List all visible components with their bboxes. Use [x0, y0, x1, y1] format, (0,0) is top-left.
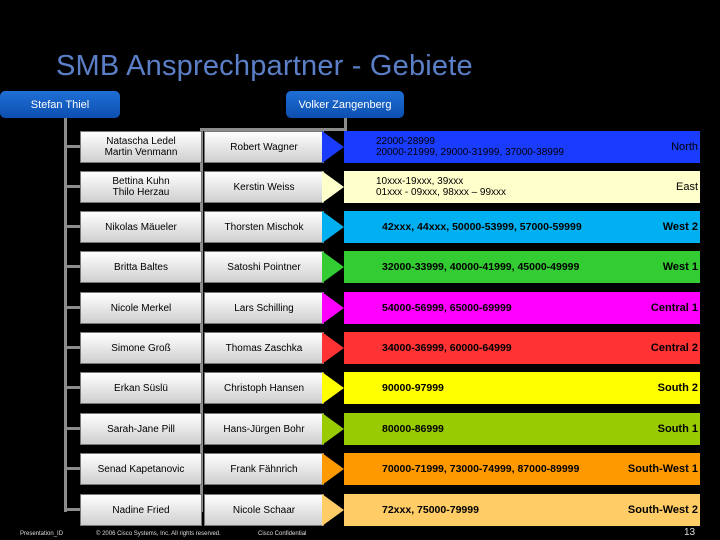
territory-zone: South-West 1 — [627, 463, 698, 475]
contact-name-secondary: Satoshi Pointner — [204, 251, 324, 283]
territory-zone: East — [675, 181, 698, 193]
postcode-ranges: 32000-33999, 40000-41999, 45000-49999 — [382, 260, 580, 273]
arrow-icon — [322, 494, 344, 526]
territory-row — [0, 453, 720, 485]
contact-name-primary: Erkan Süslü — [80, 372, 202, 404]
postcode-ranges: 10xxx-19xxx, 39xxx 01xxx - 09xxx, 98xxx – 99xxx — [376, 176, 507, 198]
postcode-ranges: 70000-71999, 73000-74999, 87000-89999 — [382, 462, 580, 475]
contact-name-primary: Bettina Kuhn Thilo Herzau — [80, 171, 202, 203]
postcode-ranges: 34000-36999, 60000-64999 — [382, 341, 512, 354]
contact-name-secondary: Nicole Schaar — [204, 494, 324, 526]
territory-row — [0, 171, 720, 203]
manager-right-box — [286, 91, 404, 118]
territory-row — [0, 332, 720, 364]
territory-row — [0, 131, 720, 163]
territory-zone: West 1 — [662, 261, 698, 273]
footer-presentation-id: Presentation_ID — [20, 531, 64, 537]
postcode-ranges: 72xxx, 75000-79999 — [382, 503, 479, 516]
row-connector-left — [64, 185, 81, 188]
manager-right-name: Volker Zangenberg — [298, 98, 392, 111]
territory-row — [0, 251, 720, 283]
arrow-icon — [322, 211, 344, 243]
postcode-ranges: 42xxx, 44xxx, 50000-53999, 57000-59999 — [382, 220, 582, 233]
territory-zone: South 1 — [657, 423, 698, 435]
territory-zone: Central 1 — [650, 302, 698, 314]
row-connector-left — [64, 427, 81, 430]
row-connector-left — [64, 346, 81, 349]
arrow-icon — [322, 251, 344, 283]
row-connector-left — [64, 306, 81, 309]
arrow-icon — [322, 171, 344, 203]
territory-zone: North — [671, 141, 698, 153]
postcode-ranges: 54000-56999, 65000-69999 — [382, 301, 512, 314]
row-connector-left — [64, 145, 81, 148]
territory-zone: South 2 — [657, 382, 698, 394]
postcode-ranges: 90000-97999 — [382, 381, 444, 394]
contact-name-primary: Nikolas Mäueler — [80, 211, 202, 243]
postcode-ranges: 22000-28999 20000-21999, 29000-31999, 37000-38999 — [376, 136, 564, 158]
contact-name-primary: Sarah-Jane Pill — [80, 413, 202, 445]
arrow-icon — [322, 413, 344, 445]
territory-row — [0, 413, 720, 445]
territory-zone: Central 2 — [650, 342, 698, 354]
row-connector-left — [64, 386, 81, 389]
footer-copyright: © 2006 Cisco Systems, Inc. All rights reserved. — [96, 531, 221, 537]
contact-name-secondary: Christoph Hansen — [204, 372, 324, 404]
postcode-ranges: 80000-86999 — [382, 422, 444, 435]
contact-name-primary: Simone Groß — [80, 332, 202, 364]
contact-name-secondary: Lars Schilling — [204, 292, 324, 324]
arrow-icon — [322, 332, 344, 364]
manager-left-box — [0, 91, 120, 118]
contact-name-primary: Nadine Fried — [80, 494, 202, 526]
contact-name-secondary: Kerstin Weiss — [204, 171, 324, 203]
territory-row — [0, 292, 720, 324]
footer-confidential: Cisco Confidential — [258, 531, 307, 537]
territory-zone: South-West 2 — [627, 504, 698, 516]
row-connector-left — [64, 508, 81, 511]
contact-name-primary: Senad Kapetanovic — [80, 453, 202, 485]
contact-name-primary: Natascha Ledel Martin Venmann — [80, 131, 202, 163]
arrow-icon — [322, 453, 344, 485]
territory-row — [0, 211, 720, 243]
slide-title: SMB Ansprechpartner - Gebiete — [56, 50, 473, 82]
contact-name-primary: Britta Baltes — [80, 251, 202, 283]
row-connector-left — [64, 225, 81, 228]
manager-left-name: Stefan Thiel — [30, 98, 90, 111]
territory-row — [0, 494, 720, 526]
arrow-icon — [322, 372, 344, 404]
page-number: 13 — [684, 527, 696, 538]
contact-name-secondary: Frank Fähnrich — [204, 453, 324, 485]
row-connector-left — [64, 467, 81, 470]
contact-name-secondary: Hans-Jürgen Bohr — [204, 413, 324, 445]
contact-name-secondary: Robert Wagner — [204, 131, 324, 163]
arrow-icon — [322, 131, 344, 163]
contact-name-secondary: Thomas Zaschka — [204, 332, 324, 364]
row-connector-left — [64, 265, 81, 268]
contact-name-primary: Nicole Merkel — [80, 292, 202, 324]
territory-zone: West 2 — [662, 221, 698, 233]
contact-name-secondary: Thorsten Mischok — [204, 211, 324, 243]
territory-row — [0, 372, 720, 404]
arrow-icon — [322, 292, 344, 324]
